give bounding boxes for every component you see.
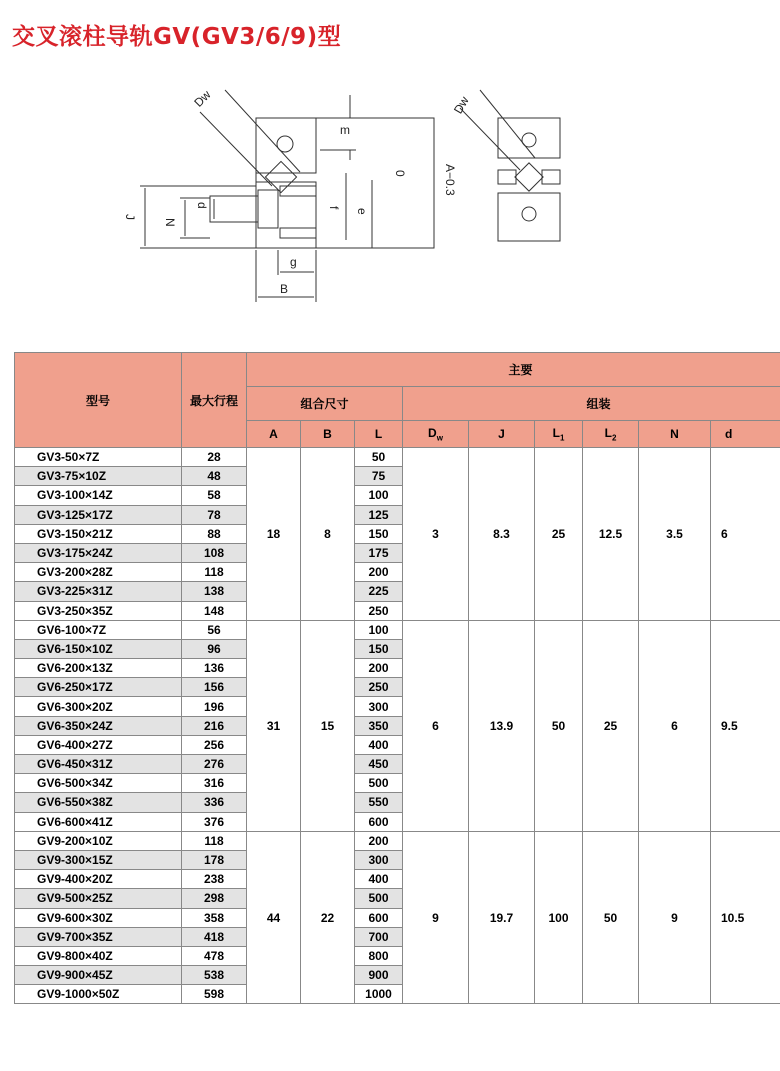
cell-dw: 6 xyxy=(403,620,469,831)
cell-max-stroke: 108 xyxy=(182,543,247,562)
cell-max-stroke: 118 xyxy=(182,831,247,850)
cell-model: GV6-300×20Z xyxy=(15,697,182,716)
right-view-lower xyxy=(498,193,560,241)
cell-l: 600 xyxy=(355,908,403,927)
cell-l: 800 xyxy=(355,946,403,965)
cell-max-stroke: 88 xyxy=(182,524,247,543)
slide-shaft xyxy=(210,196,258,222)
cell-l1: 25 xyxy=(535,448,583,621)
cell-max-stroke: 256 xyxy=(182,735,247,754)
cell-max-stroke: 538 xyxy=(182,966,247,985)
cell-l1: 50 xyxy=(535,620,583,831)
cell-l: 550 xyxy=(355,793,403,812)
cell-max-stroke: 28 xyxy=(182,448,247,467)
label-e: e xyxy=(355,208,369,215)
cell-model: GV6-100×7Z xyxy=(15,620,182,639)
cell-l: 900 xyxy=(355,966,403,985)
cell-l: 700 xyxy=(355,927,403,946)
technical-drawing xyxy=(0,0,780,320)
cell-max-stroke: 276 xyxy=(182,755,247,774)
cell-model: GV9-400×20Z xyxy=(15,870,182,889)
cell-model: GV3-175×24Z xyxy=(15,543,182,562)
cell-max-stroke: 118 xyxy=(182,563,247,582)
spec-table xyxy=(14,352,780,1004)
cell-max-stroke: 136 xyxy=(182,659,247,678)
cell-max-stroke: 156 xyxy=(182,678,247,697)
roller xyxy=(265,161,296,192)
header-l: L xyxy=(355,421,403,448)
cell-l: 175 xyxy=(355,543,403,562)
cell-l: 450 xyxy=(355,755,403,774)
header-a: A xyxy=(247,421,301,448)
cell-max-stroke: 78 xyxy=(182,505,247,524)
cell-l: 200 xyxy=(355,659,403,678)
table-row xyxy=(15,448,780,467)
cell-l1: 100 xyxy=(535,831,583,1004)
header-j: J xyxy=(469,421,535,448)
label-a-tol: A−0.3 xyxy=(443,164,457,196)
cell-max-stroke: 298 xyxy=(182,889,247,908)
header-main: 主要 xyxy=(247,353,780,387)
cell-max-stroke: 96 xyxy=(182,639,247,658)
header-l1: $L_1$ xyxy=(535,421,583,448)
cell-l: 300 xyxy=(355,697,403,716)
cell-l: 200 xyxy=(355,563,403,582)
cell-max-stroke: 316 xyxy=(182,774,247,793)
cell-model: GV3-200×28Z xyxy=(15,563,182,582)
label-f: f xyxy=(327,206,341,210)
cell-d: 9.5 xyxy=(711,620,780,831)
spec-table-body xyxy=(15,448,780,1004)
cell-l: 200 xyxy=(355,831,403,850)
header-l2: $L_2$ xyxy=(583,421,639,448)
cell-max-stroke: 58 xyxy=(182,486,247,505)
cell-max-stroke: 178 xyxy=(182,850,247,869)
cell-max-stroke: 148 xyxy=(182,601,247,620)
cell-model: GV3-50×7Z xyxy=(15,448,182,467)
cell-max-stroke: 336 xyxy=(182,793,247,812)
label-j: J xyxy=(123,214,137,220)
cell-max-stroke: 196 xyxy=(182,697,247,716)
cell-n: 3.5 xyxy=(639,448,711,621)
hatch-lower xyxy=(280,228,316,238)
cell-model: GV9-900×45Z xyxy=(15,966,182,985)
cell-max-stroke: 598 xyxy=(182,985,247,1004)
header-n: N xyxy=(639,421,711,448)
cell-model: GV9-700×35Z xyxy=(15,927,182,946)
label-d: d xyxy=(195,202,209,209)
cell-model: GV9-800×40Z xyxy=(15,946,182,965)
cell-max-stroke: 376 xyxy=(182,812,247,831)
cell-b: 15 xyxy=(301,620,355,831)
cell-max-stroke: 478 xyxy=(182,946,247,965)
cell-l: 100 xyxy=(355,620,403,639)
cell-l2: 12.5 xyxy=(583,448,639,621)
label-dw-right: Dw xyxy=(450,94,472,117)
cell-max-stroke: 216 xyxy=(182,716,247,735)
cell-l: 150 xyxy=(355,524,403,543)
cell-model: GV3-250×35Z xyxy=(15,601,182,620)
cell-model: GV3-125×17Z xyxy=(15,505,182,524)
label-dw: Dw xyxy=(191,87,214,110)
cell-l2: 25 xyxy=(583,620,639,831)
cell-n: 6 xyxy=(639,620,711,831)
cell-l: 400 xyxy=(355,870,403,889)
cell-a: 18 xyxy=(247,448,301,621)
header-max-stroke: 最大行程 xyxy=(182,353,247,448)
cell-b: 8 xyxy=(301,448,355,621)
cell-model: GV6-550×38Z xyxy=(15,793,182,812)
cell-model: GV6-250×17Z xyxy=(15,678,182,697)
cell-model: GV6-400×27Z xyxy=(15,735,182,754)
header-b: B xyxy=(301,421,355,448)
cell-l: 1000 xyxy=(355,985,403,1004)
cell-model: GV9-200×10Z xyxy=(15,831,182,850)
cell-l: 225 xyxy=(355,582,403,601)
label-g: g xyxy=(290,255,297,269)
cell-model: GV6-600×41Z xyxy=(15,812,182,831)
cell-l: 400 xyxy=(355,735,403,754)
cell-max-stroke: 238 xyxy=(182,870,247,889)
table-row xyxy=(15,620,780,639)
cell-model: GV3-225×31Z xyxy=(15,582,182,601)
cell-l2: 50 xyxy=(583,831,639,1004)
cell-j: 13.9 xyxy=(469,620,535,831)
cell-l: 150 xyxy=(355,639,403,658)
cell-model: GV9-300×15Z xyxy=(15,850,182,869)
cell-model: GV6-200×13Z xyxy=(15,659,182,678)
header-assembly: 组装 xyxy=(403,387,780,421)
cell-b: 22 xyxy=(301,831,355,1004)
slide-head xyxy=(258,190,278,228)
cell-dw: 9 xyxy=(403,831,469,1004)
cell-model: GV6-450×31Z xyxy=(15,755,182,774)
cell-model: GV9-1000×50Z xyxy=(15,985,182,1004)
cell-l: 50 xyxy=(355,448,403,467)
header-model: 型号 xyxy=(15,353,182,448)
label-m: m xyxy=(340,123,350,137)
cell-d: 10.5 xyxy=(711,831,780,1004)
cell-max-stroke: 138 xyxy=(182,582,247,601)
cell-model: GV3-100×14Z xyxy=(15,486,182,505)
cell-l: 300 xyxy=(355,850,403,869)
cell-j: 19.7 xyxy=(469,831,535,1004)
cell-model: GV9-600×30Z xyxy=(15,908,182,927)
table-row xyxy=(15,831,780,850)
cell-l: 600 xyxy=(355,812,403,831)
upper-rail xyxy=(256,118,316,173)
cell-l: 75 xyxy=(355,467,403,486)
header-dw: $D_w$ xyxy=(403,421,469,448)
cell-max-stroke: 418 xyxy=(182,927,247,946)
header-combined: 组合尺寸 xyxy=(247,387,403,421)
cell-n: 9 xyxy=(639,831,711,1004)
cell-l: 125 xyxy=(355,505,403,524)
label-b: B xyxy=(280,282,289,296)
cell-dw: 3 xyxy=(403,448,469,621)
cell-l: 250 xyxy=(355,601,403,620)
cell-max-stroke: 56 xyxy=(182,620,247,639)
cell-l: 250 xyxy=(355,678,403,697)
cell-model: GV6-350×24Z xyxy=(15,716,182,735)
cell-a: 31 xyxy=(247,620,301,831)
cell-max-stroke: 48 xyxy=(182,467,247,486)
cell-l: 100 xyxy=(355,486,403,505)
cell-model: GV3-150×21Z xyxy=(15,524,182,543)
cell-model: GV3-75×10Z xyxy=(15,467,182,486)
cell-l: 350 xyxy=(355,716,403,735)
cell-model: GV6-150×10Z xyxy=(15,639,182,658)
cell-d: 6 xyxy=(711,448,780,621)
label-a-zero: 0 xyxy=(393,170,407,177)
label-n: N xyxy=(163,218,177,227)
cell-model: GV6-500×34Z xyxy=(15,774,182,793)
page-title: 交叉滚柱导轨GV(GV3/6/9)型 xyxy=(12,24,342,50)
cell-l: 500 xyxy=(355,774,403,793)
cell-model: GV9-500×25Z xyxy=(15,889,182,908)
cell-max-stroke: 358 xyxy=(182,908,247,927)
cell-l: 500 xyxy=(355,889,403,908)
header-d: d xyxy=(711,421,780,448)
cell-a: 44 xyxy=(247,831,301,1004)
cell-j: 8.3 xyxy=(469,448,535,621)
